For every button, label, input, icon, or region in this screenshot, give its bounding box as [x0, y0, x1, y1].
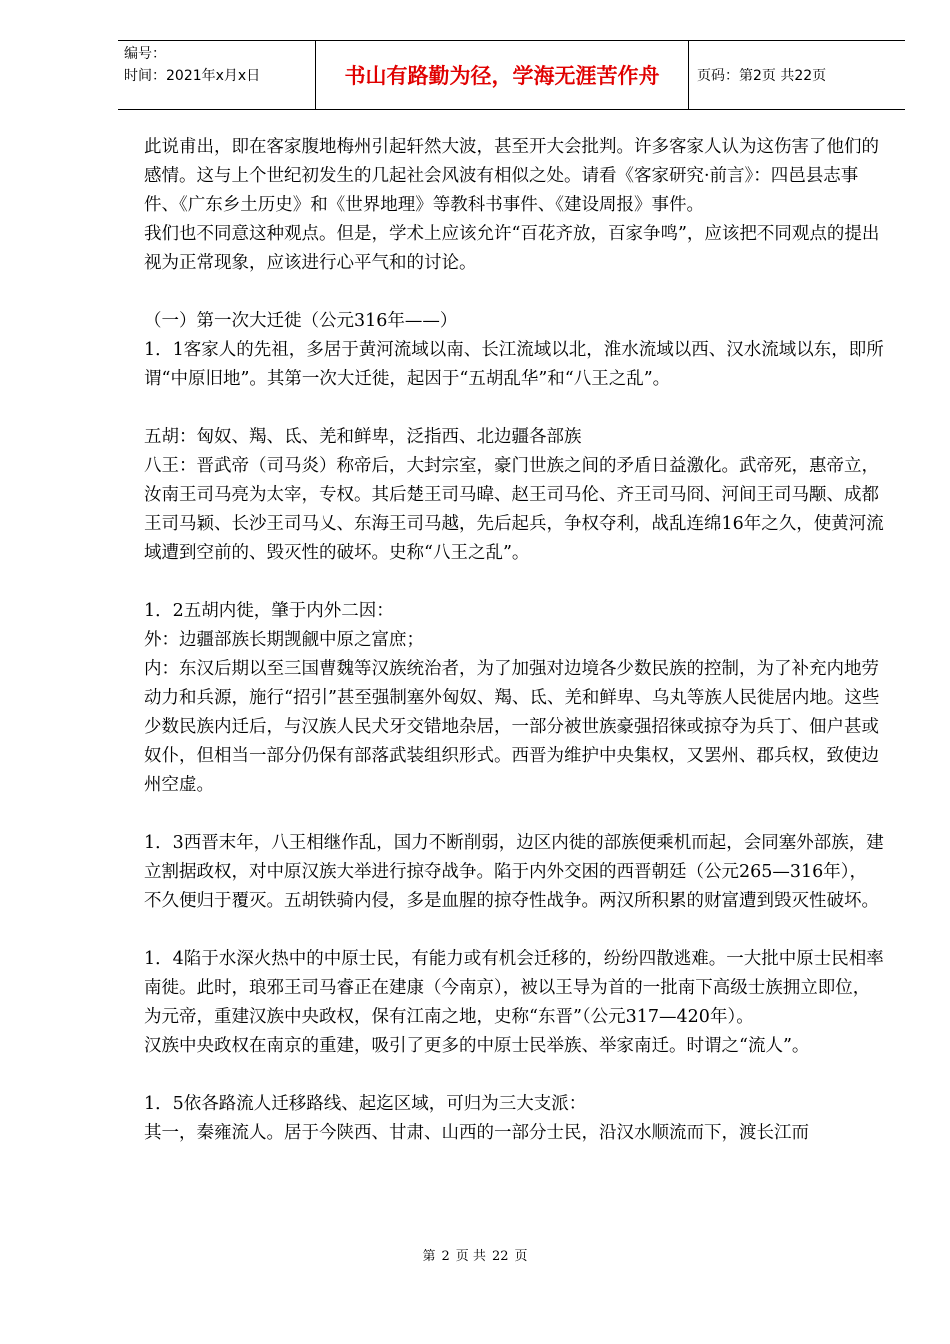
paragraph: 八王：晋武帝（司马炎）称帝后，大封宗室，豪门世族之间的矛盾日益激化。武帝死，惠帝立，汝南王司马亮为太宰，专权。其后楚王司马暐、赵王司马伦、齐王司马冏、河间王司马颙、成都王司马颖、长沙王司马乂、东海王司马越，先后起兵，争权夺利，战乱连绵16年之久，使黄河流域遭到空前的、毁灭性的破坏。史称“八王之乱”。 [144, 456, 884, 563]
page-footer [0, 1245, 950, 1264]
paragraph: 内：东汉后期以至三国曹魏等汉族统治者，为了加强对边境各少数民族的控制，为了补充内地劳动力和兵源，施行“招引”甚至强制塞外匈奴、羯、氐、羌和鲜卑、乌丸等族人民徙居内地。这些少数民族内迁后，与汉族人民犬牙交错地杂居，一部分被世族豪强招徕或掠夺为兵丁、佃户甚或奴仆，但相当一部分仍保有部落武装组织形式。西晋为维护中央集权，又罢州、郡兵权，致使边州空虚。 [144, 659, 880, 795]
footer-page-prefix: 第 [422, 1249, 436, 1264]
blank-line [144, 1061, 884, 1090]
document-body [144, 133, 884, 1148]
blank-line [144, 800, 884, 829]
footer-total-pages: 22 [491, 1249, 509, 1264]
paragraph: 其一，秦雍流人。居于今陕西、甘肃、山西的一部分士民，沿汉水顺流而下，渡长江而 [144, 1123, 809, 1143]
paragraph: 1．5依各路流人迁移路线、起迄区域，可归为三大支派： [144, 1094, 587, 1114]
paragraph: 1．3西晋末年，八王相继作乱，国力不断削弱，边区内徙的部族便乘机而起，会同塞外部族，建立割据政权，对中原汉族大举进行掠夺战争。陷于内外交困的西晋朝廷（公元265—316年），不久便归于覆灭。五胡铁骑内侵，多是血腥的掠夺性战争。两汉所积累的财富遭到毁灭性破坏。 [144, 833, 884, 911]
paragraph: 1．4陷于水深火热中的中原士民，有能力或有机会迁移的，纷纷四散逃难。一大批中原士民相率南徙。此时，琅邪王司马睿正在建康（今南京），被以王导为首的一批南下高级士族拥立即位，为元帝，重建汉族中央政权，保有江南之地，史称“东晋”（公元317—420年）。 [144, 949, 884, 1027]
paragraph: 汉族中央政权在南京的重建，吸引了更多的中原士民举族、举家南迁。时谓之“流人”。 [144, 1036, 810, 1056]
paragraph: 外：边疆部族长期觊觎中原之富庶； [144, 630, 424, 650]
paragraph: 我们也不同意这种观点。但是，学术上应该允许“百花齐放，百家争鸣”，应该把不同观点的提出视为正常现象，应该进行心平气和的讨论。 [144, 224, 880, 273]
paragraph: 此说甫出，即在客家腹地梅州引起轩然大波，甚至开大会批判。许多客家人认为这伤害了他们的感情。这与上个世纪初发生的几起社会风波有相似之处。请看《客家研究·前言》：四邑县志事件、《广东乡土历史》和《世界地理》等教科书事件、《建设周报》事件。 [144, 137, 879, 215]
blank-line [144, 916, 884, 945]
blank-line [144, 278, 884, 307]
header-motto: 书山有路勤为径，学海无涯苦作舟 [315, 41, 689, 109]
paragraph: （一）第一次大迁徙（公元316年——） [144, 311, 458, 331]
paragraph: 1．2五胡内徙，肇于内外二因： [144, 601, 394, 621]
blank-line [144, 568, 884, 597]
footer-page-suffix: 页 [514, 1249, 528, 1264]
document-time-label: 时间：2021年x月x日 [124, 68, 261, 84]
blank-line [144, 394, 884, 423]
document-number-label: 编号： [124, 46, 166, 62]
footer-page-mid: 页 共 [455, 1249, 486, 1264]
header-meta [118, 41, 315, 109]
page-header [118, 40, 905, 110]
paragraph: 1．1客家人的先祖，多居于黄河流域以南、长江流域以北，淮水流域以西、汉水流域以东，即所谓“中原旧地”。其第一次大迁徙，起因于“五胡乱华”和“八王之乱”。 [144, 340, 884, 389]
paragraph: 五胡：匈奴、羯、氐、羌和鲜卑，泛指西、北边疆各部族 [144, 427, 582, 447]
header-page-label: 页码：第2页 共22页 [697, 68, 827, 84]
footer-page-number: 2 [441, 1249, 450, 1264]
